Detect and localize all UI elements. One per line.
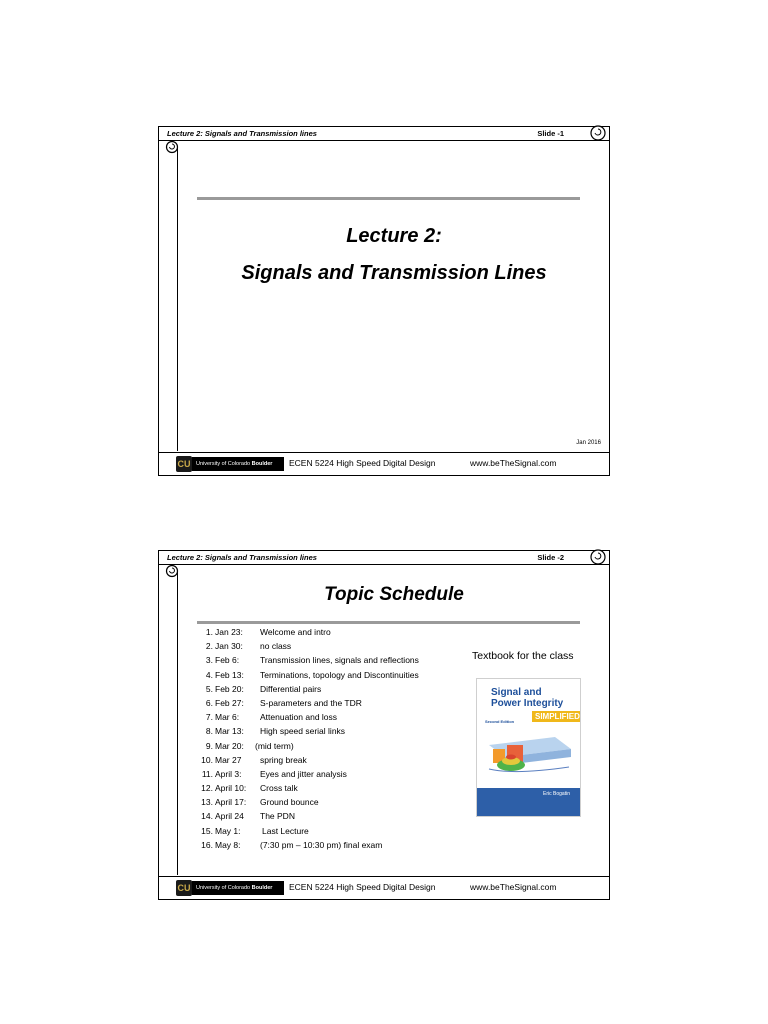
title-rule [197, 197, 580, 200]
university-band [192, 457, 284, 471]
cu-logo: CU [176, 880, 192, 896]
book-cover-graphic [485, 727, 573, 779]
book-author: Eric Bogatin [543, 791, 570, 797]
title-rule [197, 621, 580, 624]
course-name: ECEN 5224 High Speed Digital Design [289, 882, 436, 892]
slide-1 [158, 126, 610, 476]
scroll-border [177, 147, 178, 451]
slide-header-title: Lecture 2: Signals and Transmission lines [167, 553, 317, 562]
website-link[interactable]: www.beTheSignal.com [470, 882, 557, 892]
book-edition: Second Edition [485, 719, 515, 724]
university-name: University of Colorado [196, 885, 251, 891]
university-name: University of Colorado [196, 461, 251, 467]
lecture-title: Signals and Transmission Lines [241, 262, 547, 284]
slide-header-title: Lecture 2: Signals and Transmission lines [167, 129, 317, 138]
slide-title: Topic Schedule [324, 584, 464, 605]
university-band [192, 881, 284, 895]
slide-footer [159, 876, 609, 899]
lecture-number: Lecture 2: [346, 225, 442, 247]
slide-number: Slide -2 [537, 553, 564, 562]
university-campus: Boulder [251, 885, 273, 891]
slide-header [159, 127, 609, 141]
textbook-cover-image [476, 678, 581, 817]
cu-logo: CU [176, 456, 192, 472]
slide-number: Slide -1 [537, 129, 564, 138]
slide-footer [159, 452, 609, 475]
book-title: Signal and Power Integrity [491, 687, 564, 709]
slide-2: Lecture 2: Signals and Transmission lines Slide -2 Topic Schedule 1. Jan 23: Welcome and intro 2. Jan 30: no class 3. Feb 6: Transmission lines, signals and reflections 4. Feb 13: Terminations, topology and Discontinuities 5. Feb 20: Differential pairs 6. Feb 27: S-parameters and the TDR 7. Mar 6: Attenuation and loss 8. Mar 13: High speed serial links 9. Mar 20: (mid term) 10. Mar 27 spring break 11. April 3: Eyes and jitter analysis 12. April 10: Cross talk 13. April 17: Ground bounce 14. April 24 The PDN 15. May 1: Last Lecture 16. May 8: (7:30 pm – 10:30 pm) final exam Textbook for the class Signal and Power Integrity Second Edition SIMPLIFIED Eric Bogatin CU University of Colorado Boulder ECEN 5224 High Speed Digital Design www.beTheSignal.com [158, 550, 610, 900]
website-link[interactable]: www.beTheSignal.com [470, 458, 557, 468]
scroll-curl-icon [589, 124, 607, 142]
book-cover-band [477, 788, 580, 816]
slide-date: Jan 2016 [576, 440, 601, 446]
textbook-label: Textbook for the class [472, 650, 574, 662]
slide-header [159, 551, 609, 565]
university-campus: Boulder [251, 461, 273, 467]
scroll-border [177, 571, 178, 875]
course-name: ECEN 5224 High Speed Digital Design [289, 458, 436, 468]
book-subtitle: SIMPLIFIED [532, 711, 581, 722]
scroll-curl-icon [589, 548, 607, 566]
